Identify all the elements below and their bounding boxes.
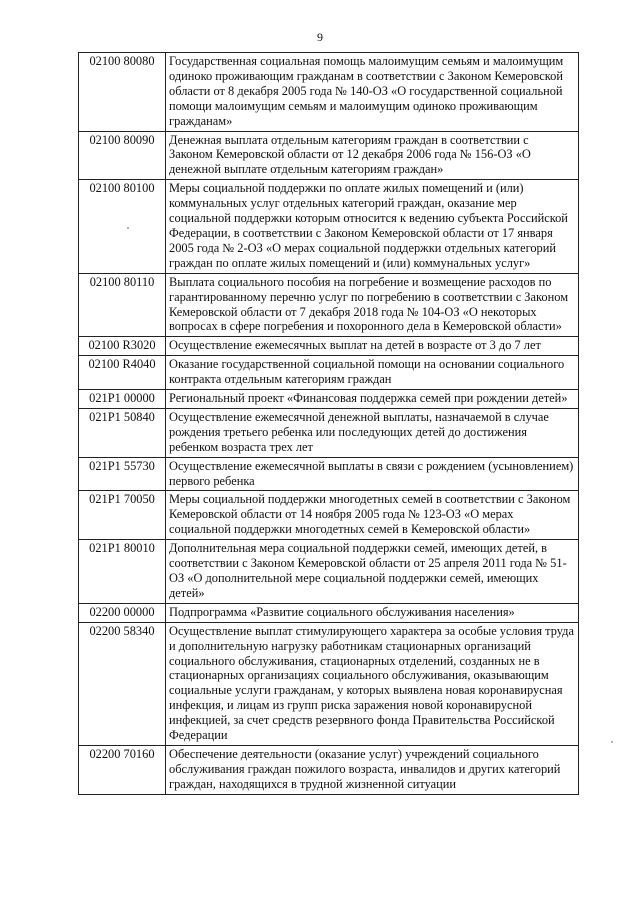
table-row [79, 131, 579, 180]
row-code: 02200 58340 [79, 622, 166, 745]
row-description: Меры социальной поддержки многодетных семей в соответствии с Законом Кемеровской области от 14 ноября 2005 года № 123-ОЗ «О мерах социальной поддержки многодетных семей в Кемеровской области» [166, 491, 579, 540]
table-row [79, 745, 579, 794]
row-description: Региональный проект «Финансовая поддержка семей при рождении детей» [166, 390, 579, 409]
row-code: 02100 R3020 [79, 337, 166, 356]
row-code: 02200 00000 [79, 603, 166, 622]
row-description: Меры социальной поддержки по оплате жилых помещений и (или) коммунальных услуг отдельных категорий граждан, оказание мер социальной поддержки которым относится к ведению субъекта Российской Федерации, в соответствии с Законом Кемеровской области от 17 января 2005 года № 2-ОЗ «О мерах социальной поддержки отдельных категорий граждан по оплате жилых помещений и (или) коммунальных услуг» [166, 180, 579, 273]
row-code: 021P1 80010 [79, 540, 166, 604]
row-description: Выплата социального пособия на погребение и возмещение расходов по гарантированному перечню услуг по погребению в соответствии с Законом Кемеровской области от 7 декабря 2018 года № 104-ОЗ «О некоторых вопросах в сфере погребения и похоронного дела в Кемеровской области» [166, 273, 579, 337]
row-description: Обеспечение деятельности (оказание услуг) учреждений социального обслуживания граждан пожилого возраста, инвалидов и других категорий граждан, находящихся в трудной жизненной ситуации [166, 745, 579, 794]
row-description: Подпрограмма «Развитие социального обслуживания населения» [166, 603, 579, 622]
row-description: Осуществление ежемесячной денежной выплаты, назначаемой в случае рождения третьего ребенка или последующих детей до достижения ребенком возраста трех лет [166, 408, 579, 457]
table-row [79, 603, 579, 622]
table-row [79, 390, 579, 409]
row-code: 02100 R4040 [79, 356, 166, 390]
table-row [79, 180, 579, 273]
row-code: 02100 80110 [79, 273, 166, 337]
table-row [79, 491, 579, 540]
table-row [79, 273, 579, 337]
row-code: 02100 80100 [79, 180, 166, 273]
row-description: Денежная выплата отдельным категориям граждан в соответствии с Законом Кемеровской области от 12 декабря 2006 года № 156-ОЗ «О денежной выплате отдельным категориям граждан» [166, 131, 579, 180]
scan-artifact-dot [611, 741, 613, 743]
row-code: 02100 80090 [79, 131, 166, 180]
row-code: 021P1 50840 [79, 408, 166, 457]
row-code: 02100 80080 [79, 53, 166, 132]
row-description: Дополнительная мера социальной поддержки семей, имеющих детей, в соответствии с Законом Кемеровской области от 25 апреля 2011 года № 51-ОЗ «О дополнительной мере социальной поддержки семей, имеющих детей» [166, 540, 579, 604]
row-description: Осуществление ежемесячных выплат на детей в возрасте от 3 до 7 лет [166, 337, 579, 356]
table-row [79, 457, 579, 491]
table-row [79, 337, 579, 356]
table-row [79, 622, 579, 745]
row-description: Государственная социальная помощь малоимущим семьям и малоимущим одиноко проживающим гражданам в соответствии с Законом Кемеровской области от 8 декабря 2005 года № 140-ОЗ «О государственной социальной помощи малоимущим семьям и малоимущим одиноко проживающим гражданам» [166, 53, 579, 132]
budget-classification-table [78, 52, 579, 795]
row-code: 021P1 55730 [79, 457, 166, 491]
table-body [79, 53, 579, 795]
page-number: 9 [317, 30, 323, 44]
row-code: 021P1 00000 [79, 390, 166, 409]
table-row [79, 408, 579, 457]
table-row [79, 540, 579, 604]
row-description: Осуществление ежемесячной выплаты в связи с рождением (усыновлением) первого ребенка [166, 457, 579, 491]
row-code: 021P1 70050 [79, 491, 166, 540]
table-row [79, 53, 579, 132]
row-description: Оказание государственной социальной помощи на основании социального контракта отдельным категориям граждан [166, 356, 579, 390]
scan-artifact-dot [127, 227, 129, 229]
row-code: 02200 70160 [79, 745, 166, 794]
row-description: Осуществление выплат стимулирующего характера за особые условия труда и дополнительную нагрузку работникам стационарных организаций социального обслуживания, стационарных отделений, созданных не в стационарных организациях социального обслуживания, оказывающим социальные услуги гражданам, у которых выявлена новая коронавирусная инфекция, и лицам из групп риска заражения новой коронавирусной инфекцией, за счет средств резервного фонда Правительства Российской Федерации [166, 622, 579, 745]
table-row [79, 356, 579, 390]
